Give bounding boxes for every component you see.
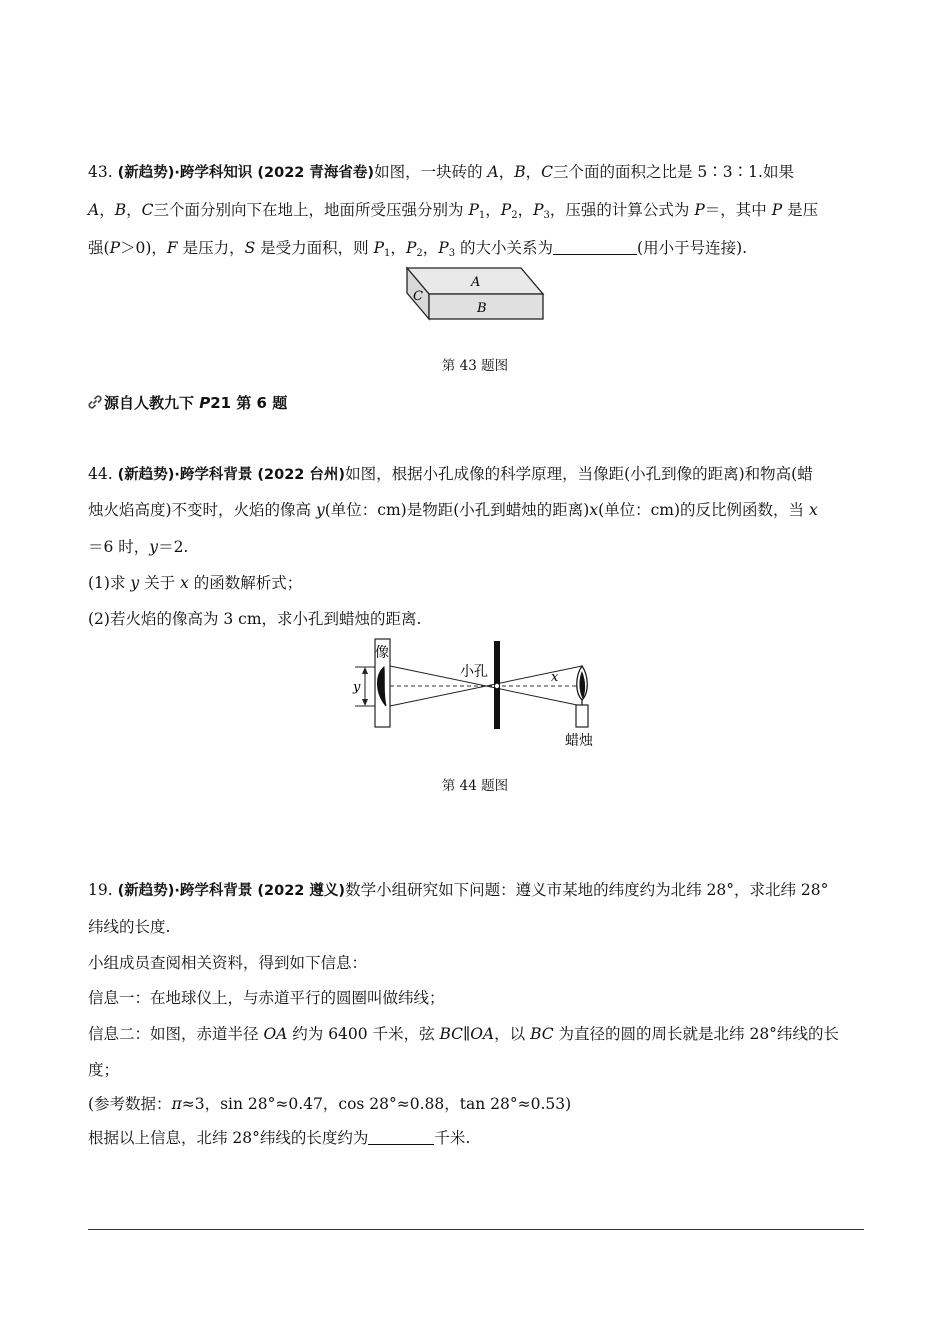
q19-line-3: 小组成员查阅相关资料，得到如下信息： xyxy=(88,954,368,972)
q44-line-3: ＝6 时，y＝2. xyxy=(88,538,189,556)
brick-label-a: A xyxy=(471,275,481,290)
q43-answer-blank xyxy=(553,240,637,255)
y-arrow-up xyxy=(362,667,368,674)
q19-source-tag: (2022 遵义) xyxy=(252,883,346,899)
q44-source-tag: (2022 台州) xyxy=(252,467,346,483)
q44-part-1: (1)求 y 关于 x 的函数解析式； xyxy=(88,574,303,592)
q19-line-2: 纬线的长度. xyxy=(88,918,171,936)
q44-line-1: 44. (新趋势)·跨学科背景 (2022 台州)如图，根据小孔成像的科学原理，当像距(小孔到像的距离)和物高(蜡 xyxy=(88,465,813,483)
pinhole xyxy=(495,684,499,688)
q43-line-1: 43. (新趋势)·跨学科知识 (2022 青海省卷)如图，一块砖的 A，B，C三个面的面积之比是 5∶3∶1.如果 xyxy=(88,163,794,181)
candle-body xyxy=(576,705,588,727)
brick-figure xyxy=(400,264,550,326)
source-reference[interactable]: 源自人教九下 P21 第 6 题 xyxy=(86,390,287,414)
x-label: x xyxy=(551,670,559,685)
q43-caption: 第 43 题图 xyxy=(441,358,509,374)
q43-line-2: A，B，C三个面分别向下在地上，地面所受压强分别为 $P_1$，$P_2$，$P_3$，压强的计算公式为 P＝，其中 P 是压 xyxy=(88,201,819,221)
q43-line-3: 强(P＞0)，F 是压力，S 是受力面积，则 $P_1$，$P_2$，$P_3$ 的大小关系为 (用小于号连接). xyxy=(88,239,748,259)
q43-tag: (新趋势)·跨学科知识 xyxy=(117,165,253,181)
q19-question: 根据以上信息，北纬 28°纬线的长度约为 千米. xyxy=(88,1129,471,1147)
q19-line-1: 19. (新趋势)·跨学科背景 (2022 遵义)数学小组研究如下问题：遵义市某地的纬度约为北纬 28°，求北纬 28° xyxy=(88,881,829,899)
q19-answer-blank xyxy=(368,1130,434,1145)
image-label: 像 xyxy=(375,645,389,661)
q19-reference-data: (参考数据：π≈3，sin 28°≈0.47，cos 28°≈0.88，tan 28°≈0.53) xyxy=(88,1095,572,1113)
footer-rule xyxy=(88,1229,864,1230)
brick-label-c: C xyxy=(413,289,423,304)
link-icon xyxy=(86,393,104,411)
q19-line-6: 度； xyxy=(88,1061,120,1079)
q44-caption: 第 44 题图 xyxy=(441,778,509,794)
candle-label: 蜡烛 xyxy=(565,733,593,749)
q43-source-tag: (2022 青海省卷) xyxy=(252,165,375,181)
q44-tag: (新趋势)·跨学科背景 xyxy=(117,467,253,483)
q44-part-2: (2)若火焰的像高为 3 cm，求小孔到蜡烛的距离. xyxy=(88,610,422,628)
q19-line-5: 信息二：如图，赤道半径 OA 约为 6400 千米，弦 BC∥OA，以 BC 为直径的圆的周长就是北纬 28°纬线的长 xyxy=(88,1025,839,1043)
y-label: y xyxy=(353,680,361,695)
q19-line-4: 信息一：在地球仪上，与赤道平行的圆圈叫做纬线； xyxy=(88,989,445,1007)
q19-tag: (新趋势)·跨学科背景 xyxy=(117,883,253,899)
y-arrow-down xyxy=(362,699,368,706)
brick-label-b: B xyxy=(477,301,487,316)
pinhole-figure xyxy=(345,635,615,753)
q44-line-2: 烛火焰高度)不变时，火焰的像高 y(单位：cm)是物距(小孔到蜡烛的距离)x(单位：cm)的反比例函数，当 x xyxy=(88,501,818,519)
hole-label: 小孔 xyxy=(460,664,488,680)
